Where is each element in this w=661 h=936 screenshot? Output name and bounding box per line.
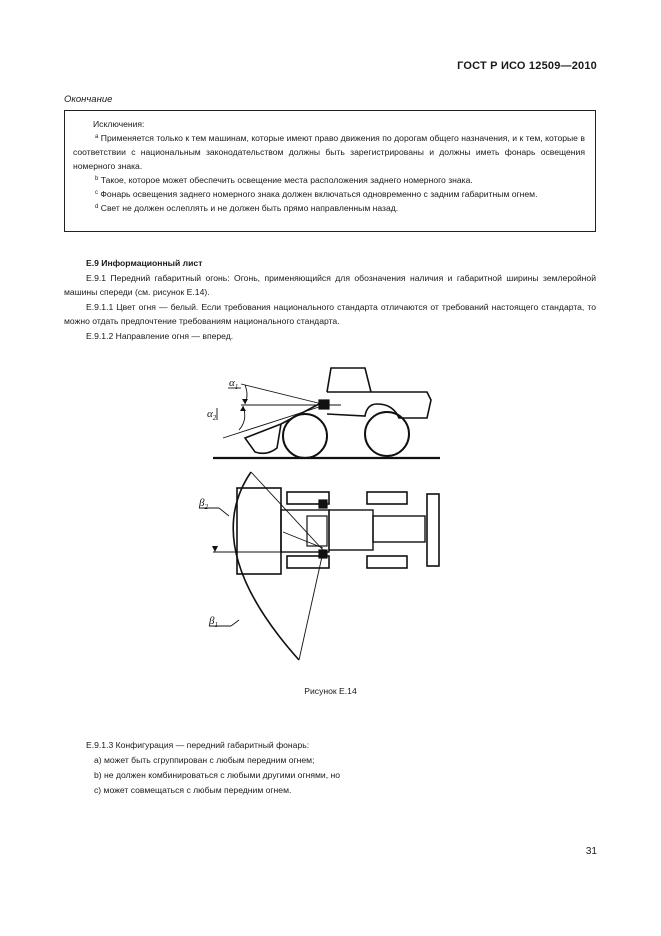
top-view [198, 472, 439, 660]
alpha1-arrow [242, 399, 248, 404]
exception-a [73, 131, 585, 173]
side-view [207, 368, 440, 458]
exception-d-text: Свет не должен ослеплять и не должен быть прямо направленным назад. [98, 203, 399, 213]
config-item-b: b) не должен комбинироваться с любыми другими огнями, но [94, 770, 340, 780]
lower-ray [223, 406, 322, 438]
exceptions-title: Исключения: [93, 119, 145, 129]
exceptions-box [64, 110, 596, 232]
paragraph-e-9-1-1: Е.9.1.1 Цвет огня — белый. Если требования национального стандарта отличаются от требований настоящего стандарта, то можно отдать предпочтение требованиям национального стандарта. [64, 301, 596, 326]
paragraph-e-9-1: Е.9.1 Передний габаритный огонь: Огонь, применяющийся для обозначения наличия и габаритной ширины землеройной машины спереди (см. рисунок Е.14). [64, 272, 596, 297]
counterweight-top [427, 494, 439, 566]
figure-caption: Рисунок Е.14 [304, 686, 357, 696]
rear-body-top [373, 516, 425, 542]
exception-c-text: Фонарь освещения заднего номерного знака должен включаться одновременно с задним габаритным огнем. [98, 189, 538, 199]
loader-bucket [245, 424, 281, 453]
exception-b-text: Такое, которое может обеспечить освещение места расположения заднего номерного знака. [98, 175, 473, 185]
alpha2-arrow [240, 406, 246, 411]
alpha1-label: $\alpha_1$ [229, 377, 239, 391]
beta2-ray [251, 472, 323, 550]
ending-label: Окончание [64, 94, 113, 105]
front-lamp-left-top [319, 500, 327, 508]
upper-ray [241, 384, 322, 404]
exception-c [73, 187, 585, 201]
footnote-mark-d: d [95, 204, 99, 210]
alpha2-label: $\alpha_2$ [207, 408, 217, 422]
page-number: 31 [585, 846, 597, 857]
config-item-a: а) может быть сгруппирован с любым передним огнем; [94, 755, 315, 765]
standard-header: ГОСТ Р ИСО 12509—2010 [457, 60, 597, 72]
rear-wheel-left-top [367, 492, 407, 504]
machine-diagram [195, 360, 455, 680]
machine-cab [327, 368, 371, 392]
beta2-leader-tail [219, 508, 229, 516]
axis-arrow [212, 546, 218, 552]
paragraph-e-9-1-2: Е.9.1.2 Направление огня — вперед. [86, 330, 234, 341]
config-lead: Е.9.1.3 Конфигурация — передний габаритный фонарь: [86, 740, 310, 750]
front-frame-inner [307, 516, 327, 546]
rear-wheel-right-top [367, 556, 407, 568]
footnote-mark-c: с [95, 190, 98, 196]
beta1-leader-tail [231, 620, 239, 626]
exception-d [73, 201, 585, 215]
footnote-mark-b: b [95, 176, 99, 182]
footnote-mark-a: а [95, 134, 99, 140]
exception-b [73, 173, 585, 187]
exception-a-text: Применяется только к тем машинам, которые имеют право движения по дорогам общего назначения, и к тем, которые в соответствии с национальным законодательством должны быть зарегистрированы и должны иметь фонарь освещения номерного знака. [73, 133, 585, 171]
config-item-c: с) может совмещаться с любым передним огнем. [94, 785, 292, 795]
section-heading: Е.9 Информационный лист [86, 258, 203, 268]
config-section [86, 738, 340, 798]
beta1-label: $\beta_1$ [209, 615, 218, 629]
inner-guide [283, 532, 323, 548]
info-section [64, 256, 596, 343]
front-wheel [283, 414, 327, 458]
bucket-top [237, 488, 281, 574]
beam-arc [233, 472, 299, 660]
beta2-label: $\beta_2$ [199, 497, 208, 511]
front-lamp-side [319, 400, 329, 409]
center-body-top [329, 510, 373, 550]
figure-e-14 [195, 360, 455, 685]
